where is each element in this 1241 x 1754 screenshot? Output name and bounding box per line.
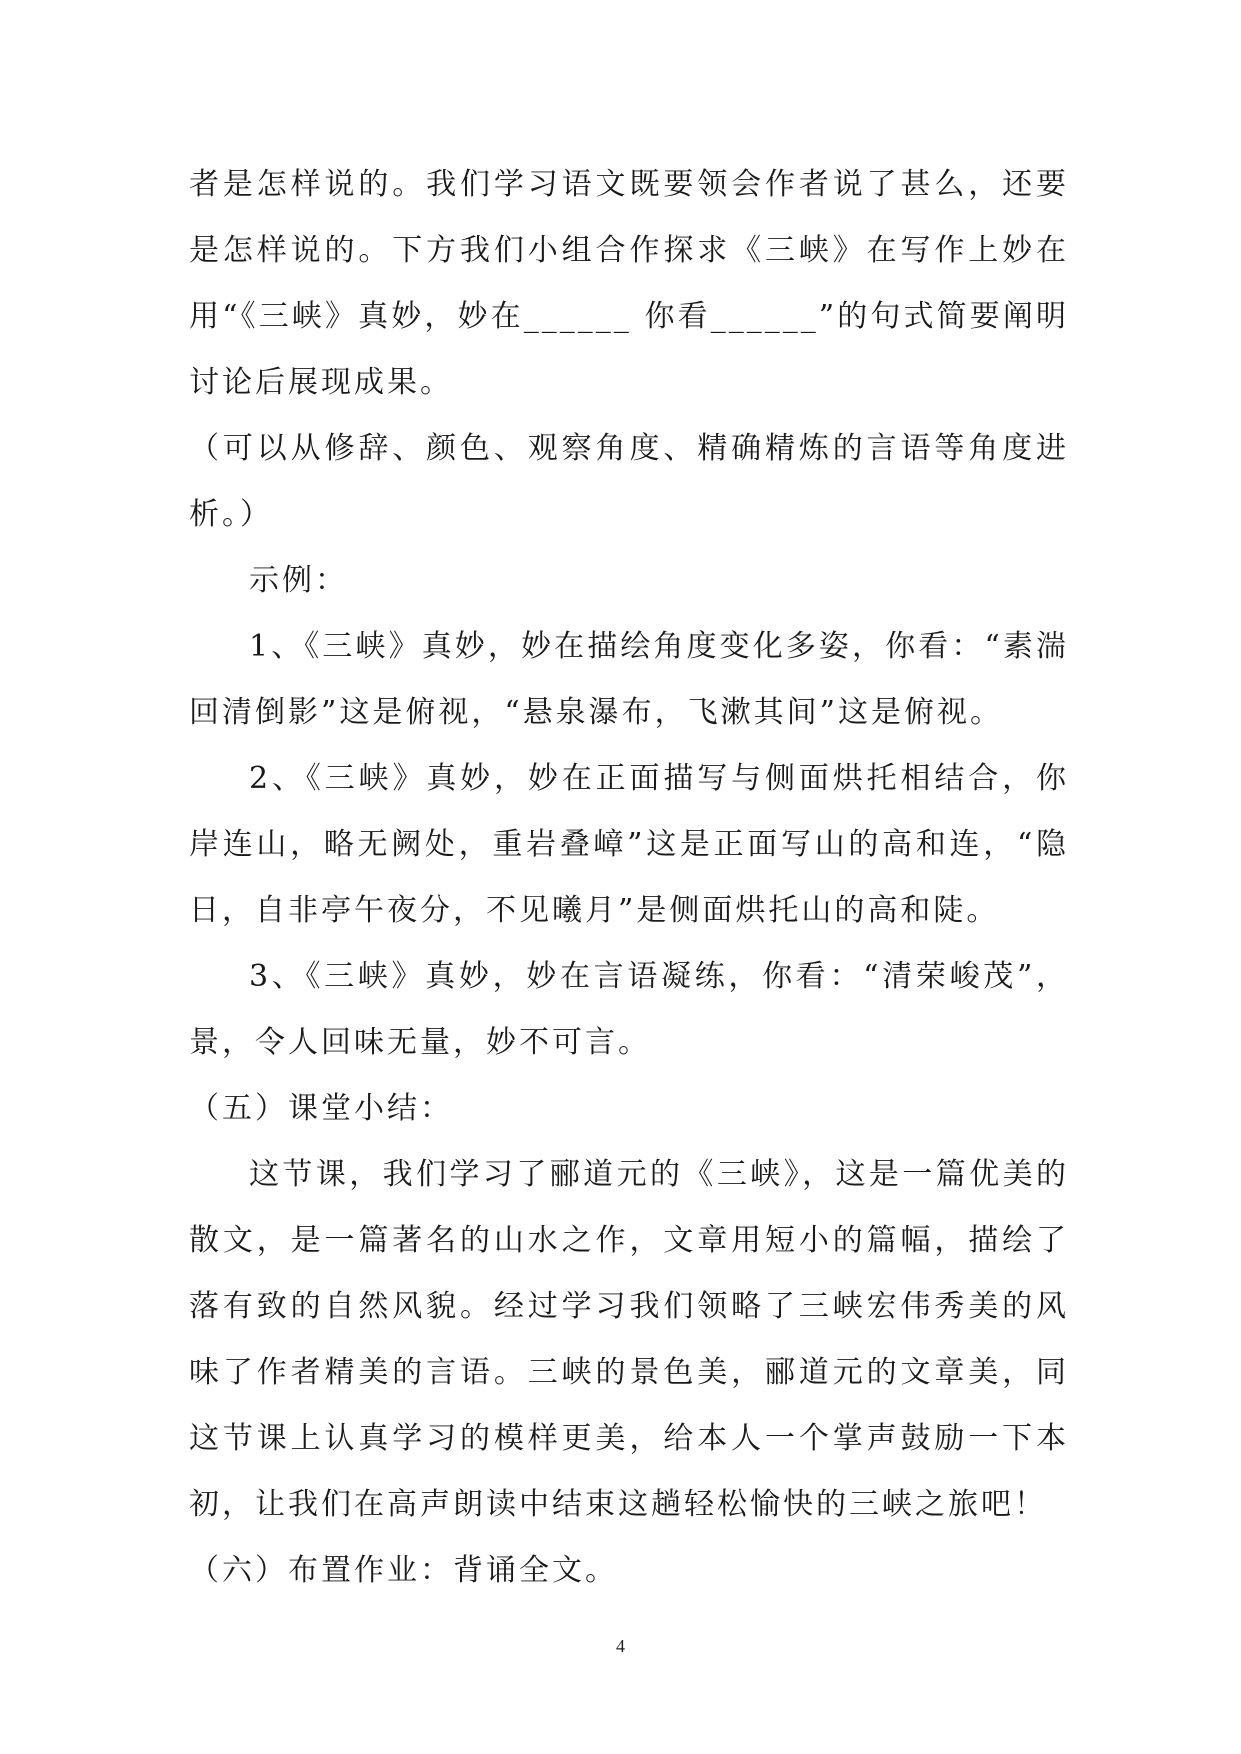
summary-line: 散文，是一篇著名的山水之作，文章用短小的篇幅，描绘了 bbox=[189, 1223, 1069, 1258]
example-1-line: 1、《三峡》真妙，妙在描绘角度变化多姿，你看：“素湍 bbox=[249, 629, 1069, 664]
summary-line: 初，让我们在高声朗读中结束这趟轻松愉快的三峡之旅吧！ bbox=[189, 1487, 1047, 1522]
text-line: 是怎样说的。下方我们小组合作探求《三峡》在写作上妙在 bbox=[189, 233, 1069, 268]
example-3-line: 景，令人回味无量，妙不可言。 bbox=[189, 1025, 651, 1060]
example-2-line: 日，自非亭午夜分，不见曦月”是侧面烘托山的高和陡。 bbox=[189, 893, 1000, 928]
summary-line: 这节课，我们学习了郦道元的《三峡》，这是一篇优美的 bbox=[249, 1157, 1069, 1192]
body-text bbox=[189, 152, 1069, 1604]
text-line: 析。） bbox=[189, 497, 273, 532]
section-heading-homework: （六）布置作业：背诵全文。 bbox=[189, 1553, 618, 1588]
summary-line: 落有致的自然风貌。经过学习我们领略了三峡宏伟秀美的风 bbox=[189, 1289, 1069, 1324]
section-heading-summary: （五）课堂小结： bbox=[189, 1091, 453, 1126]
text-line: 者是怎样说的。我们学习语文既要领会作者说了甚么，还要 bbox=[189, 167, 1069, 202]
example-2-line: 2、《三峡》真妙，妙在正面描写与侧面烘托相结合，你 bbox=[249, 761, 1069, 796]
summary-line: 味了作者精美的言语。三峡的景色美，郦道元的文章美，同 bbox=[189, 1355, 1069, 1390]
text-line: （可以从修辞、颜色、观察角度、精确精炼的言语等角度进 bbox=[189, 431, 1069, 466]
example-2-line: 岸连山，略无阙处，重岩叠嶂”这是正面写山的高和连，“隐 bbox=[189, 827, 1069, 862]
example-1-line: 回清倒影”这是俯视，“悬泉瀑布，飞漱其间”这是俯视。 bbox=[189, 695, 1004, 730]
example-heading: 示例： bbox=[249, 563, 348, 598]
example-3-line: 3、《三峡》真妙，妙在言语凝练，你看：“清荣峻茂”， bbox=[249, 959, 1069, 994]
text-line: 用“《三峡》真妙，妙在______ 你看______”的句式简要阐明 bbox=[189, 299, 1069, 334]
text-line: 讨论后展现成果。 bbox=[189, 365, 453, 400]
page-number: 4 bbox=[616, 1636, 625, 1656]
summary-line: 这节课上认真学习的模样更美，给本人一个掌声鼓励一下本 bbox=[189, 1421, 1069, 1456]
